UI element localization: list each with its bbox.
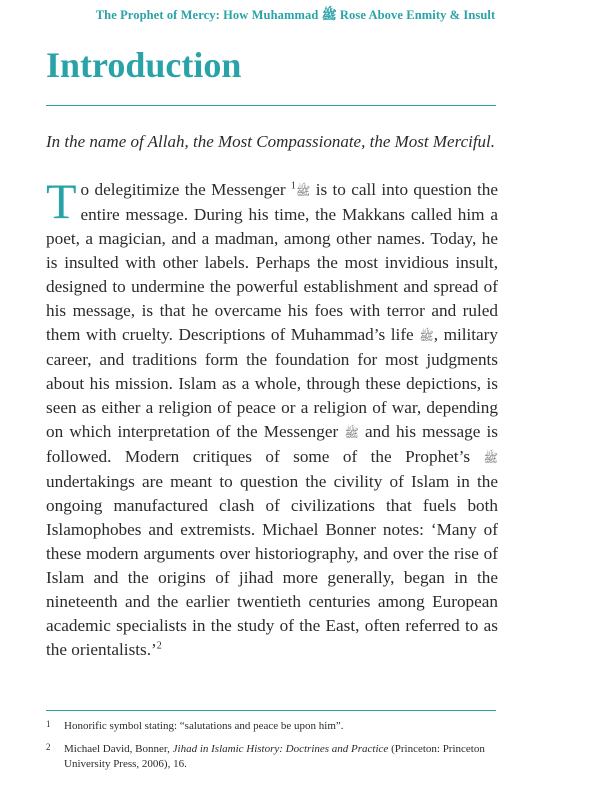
basmala: In the name of Allah, the Most Compassionate, the Most Merciful.: [46, 132, 496, 151]
footnote-number: 1: [46, 719, 51, 729]
running-head: The Prophet of Mercy: How Muhammad ﷺ Rose Above Enmity & Insult: [95, 8, 496, 22]
salawat-icon: ﷺ: [344, 426, 359, 440]
footnote-2: [46, 742, 496, 772]
salawat-icon: ﷺ: [295, 184, 311, 198]
body-text-4: and his message is followed. Modern critiques of some of the Prophet’s: [46, 422, 498, 466]
body-text-3: , military career, and traditions form the foundation for most judgments about his mission. Islam as a whole, through these depictions, is seen as either a religion of peace or a religion of war, depending on which interpretation of the Messenger: [46, 325, 498, 441]
title-divider: [46, 105, 496, 106]
body-text-1: o delegitimize the Messenger: [80, 180, 291, 199]
footnote-text: Honorific symbol stating: “salutations and peace be upon him”.: [64, 720, 344, 732]
drop-cap: T: [46, 173, 77, 229]
footnote-book-title: Jihad in Islamic History: Doctrines and Practice: [172, 743, 389, 755]
footnote-ref-2[interactable]: 2: [156, 640, 162, 652]
chapter-title: Introduction: [46, 45, 242, 85]
salawat-icon: ﷺ: [419, 329, 434, 343]
footnote-text: [64, 742, 496, 772]
footnote-author: Michael David, Bonner,: [64, 743, 173, 755]
body-text-5: undertakings are meant to question the civility of Islam in the ongoing manufactured clash of civilizations that fuels both Islamophobes and extremists. Michael Bonner notes: ‘Many of these modern arguments over historiography, and over the rise of Islam and the origins of jihad more generally, began in the nineteenth and the earlier twentieth centuries among European academic specialists in the study of the East, often referred to as the orientalists.’: [46, 472, 498, 659]
body-text-2: is to call into question the entire message. During his time, the Makkans called him a poet, a magician, and a madman, among other names. Today, he is insulted with other labels. Perhaps the most invidious insult, designed to undermine the powerful establishment and spread of his message, is that he overcame his foes with terror and ruled them with cruelty. Descriptions of Muhammad’s life: [46, 180, 498, 344]
footnote-divider: [46, 710, 496, 711]
footnotes: [46, 719, 496, 780]
footnote-ref-1[interactable]: 1: [290, 180, 296, 192]
body-paragraph: [46, 173, 498, 662]
footnote-1: [46, 719, 496, 734]
salawat-icon: ﷺ: [483, 451, 498, 465]
footnote-number: 2: [46, 742, 51, 752]
footnote-publication: (Princeton: Princeton University Press, 2006), 16.: [64, 743, 485, 770]
